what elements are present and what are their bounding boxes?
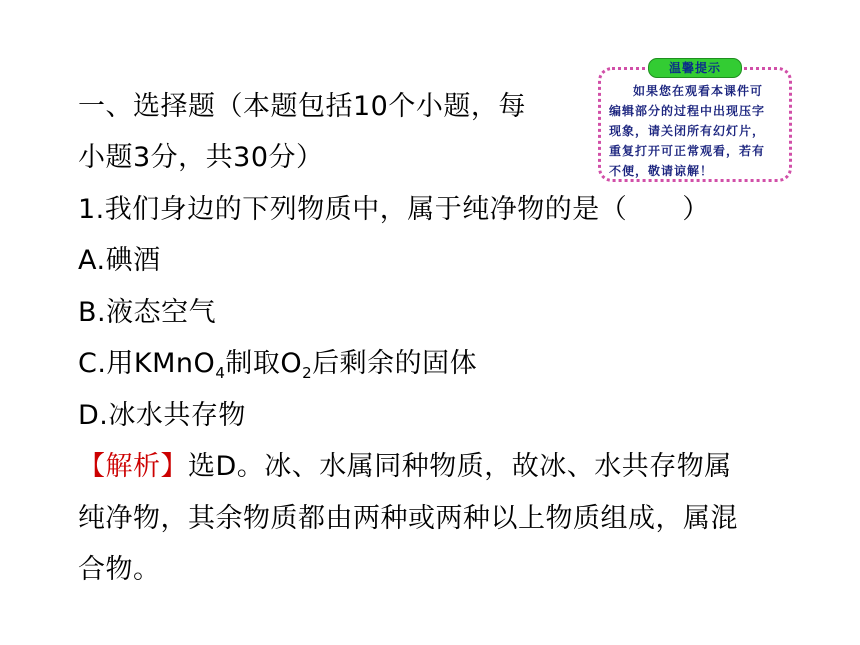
option-c-mid: 制取O [225, 348, 303, 379]
reminder-line: 现象，请关闭所有幻灯片， [609, 124, 766, 138]
option-b: B.液态空气 [78, 297, 217, 328]
analysis-tag: 【解析】 [78, 451, 188, 482]
question-stem: 1.我们身边的下列物质中，属于纯净物的是（ ） [78, 194, 710, 225]
option-a: A.碘酒 [78, 245, 161, 276]
option-d: D.冰水共存物 [78, 400, 246, 431]
option-c-subscript-2: 2 [302, 364, 313, 382]
section-heading-line1: 一、选择题（本题包括10个小题，每 [78, 91, 526, 122]
section-heading-line2: 小题3分，共30分） [78, 142, 324, 173]
reminder-text [609, 81, 785, 181]
reminder-line: 重复打开可正常观看，若有 [609, 144, 766, 158]
analysis-line3: 合物。 [78, 554, 161, 585]
analysis-line2: 纯净物，其余物质都由两种或两种以上物质组成，属混 [78, 503, 738, 534]
reminder-title: 温馨提示 [648, 58, 742, 78]
option-c-prefix: C.用KMnO [78, 348, 216, 379]
analysis-line1 [78, 450, 732, 484]
reminder-line: 不便，敬请谅解！ [609, 164, 714, 178]
option-c [78, 347, 477, 381]
reminder-line: 如果您在观看本课件可 [633, 84, 764, 98]
analysis-text-1: 选D。冰、水属同种物质，故冰、水共存物属 [188, 451, 732, 482]
option-c-suffix: 后剩余的固体 [312, 348, 478, 379]
option-c-subscript-1: 4 [215, 364, 226, 382]
reminder-line: 编辑部分的过程中出现压字 [609, 104, 766, 118]
